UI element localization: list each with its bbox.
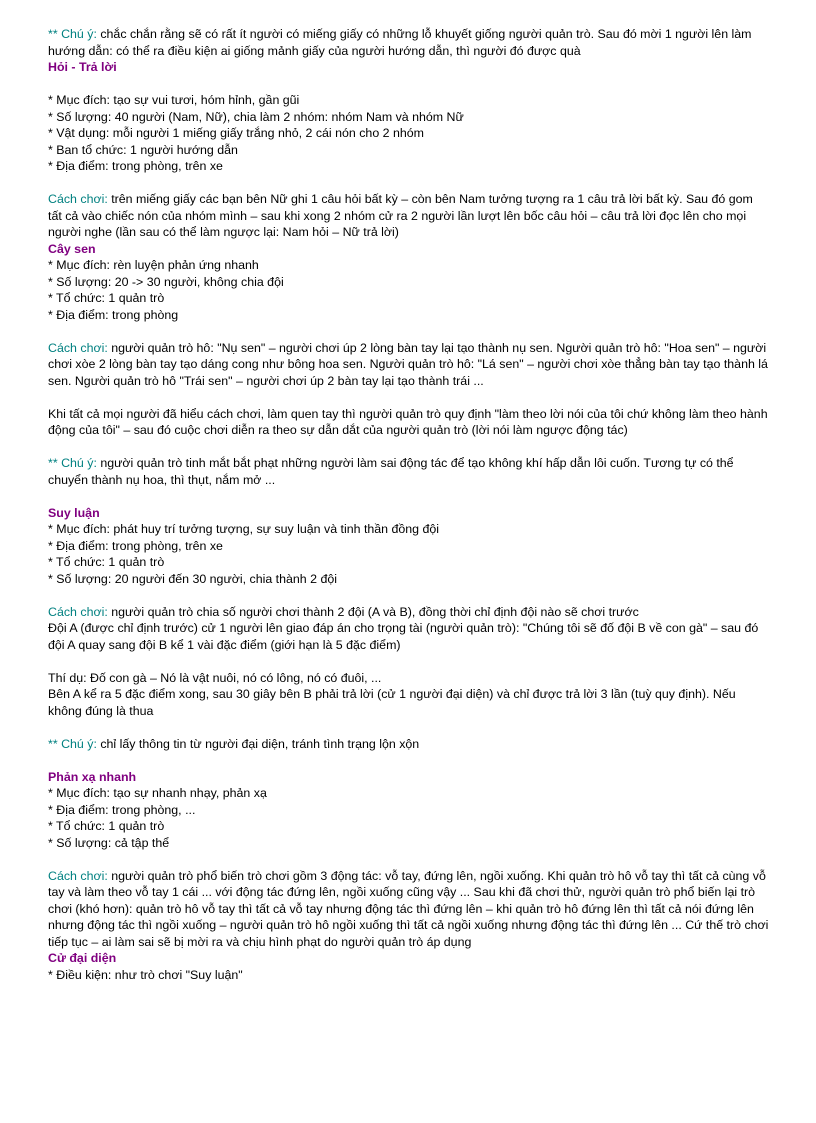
list-item: * Số lượng: 20 -> 30 người, không chia đội (48, 274, 284, 289)
game4-how-to-play (48, 868, 770, 951)
list-item: * Tổ chức: 1 quản trò (48, 819, 165, 833)
section-title-cu-dai-dien: Cử đại diện (48, 951, 117, 965)
note-text: chỉ lấy thông tin từ người đại diện, tránh tình trạng lộn xộn (96, 736, 420, 751)
section-title-hoi-tra-loi: Hỏi - Trả lời (48, 60, 117, 74)
section-title-cay-sen: Cây sen (48, 241, 96, 256)
document-page (48, 26, 770, 983)
list-item: * Số lượng: 40 người (Nam, Nữ), chia làm 2 nhóm: nhóm Nam và nhóm Nữ (48, 109, 464, 124)
list-item: * Tổ chức: 1 quản trò (48, 291, 165, 305)
note-label: ** Chú ý: (48, 456, 97, 470)
note-text: chắc chắn rằng sẽ có rất ít người có miếng giấy có những lỗ khuyết giống người quản trò. Sau đó mời 1 người lên làm hướng dẫn: có thể ra điều kiện ai giống mảnh giấy của người hướng dẫn, thì người đó được quà (48, 27, 752, 58)
game3-details (48, 521, 770, 587)
list-item: * Mục đích: phát huy trí tưởng tượng, sự suy luận và tinh thần đồng đội (48, 522, 440, 536)
game3-how-to-play-2: Đội A (được chỉ định trước) cử 1 người lên giao đáp án cho trọng tài (người quản trò): "Chúng tôi sẽ đố đội B về con gà" – sau đó đội A quay sang đội B kể 1 vài đặc điểm (giới hạn là 5 đặc điểm) (48, 621, 759, 652)
how-label: Cách chơi: (48, 604, 108, 619)
list-item: * Số lượng: cả tập thể (48, 835, 170, 850)
game1-details (48, 92, 770, 175)
list-item: * Ban tổ chức: 1 người hướng dẫn (48, 142, 238, 157)
list-item: * Mục đích: tạo sự nhanh nhạy, phản xạ (48, 786, 267, 800)
how-label: Cách chơi: (48, 192, 108, 206)
game4-details (48, 785, 770, 851)
game2-extra: Khi tất cả mọi người đã hiểu cách chơi, làm quen tay thì người quản trò quy định "làm theo lời nói của tôi chứ không làm theo hành động của tôi" – sau đó cuộc chơi diễn ra theo sự dẫn dắt của người quản trò (lời nói làm ngược động tác) (48, 406, 768, 437)
list-item: * Địa điểm: trong phòng (48, 307, 179, 322)
list-item: * Số lượng: 20 người đến 30 người, chia thành 2 đội (48, 571, 337, 586)
section-title-suy-luan: Suy luận (48, 505, 100, 520)
how-text: người quản trò phổ biến trò chơi gồm 3 động tác: vỗ tay, đứng lên, ngồi xuống. Khi quản trò hô vỗ tay thì tất cả cùng vỗ tay và làm theo vỗ tay 1 cái ... với động tác đứng lên, ngồi xuống cũng vậy ... Sau khi đã chơi thử, người quản trò phổ biến lại trò chơi (khó hơn): quản trò hô vỗ tay thì tất cả vỗ tay nhưng động tác thì đứng lên – khi quản trò hô đứng lên thì tất cả nói đứng lên nhưng động tác thì ngồi xuống – người quản trò hô ngồi xuống thì tất cả ngồi xuống nhưng động tác thì đứng lên ... Cứ thế trò chơi tiếp tục – ai làm sai sẽ bị mời ra và chịu hình phạt do người quản trò áp dụng (48, 868, 769, 949)
game3-note (48, 736, 770, 753)
list-item: * Mục đích: tạo sự vui tươi, hóm hỉnh, gần gũi (48, 93, 300, 107)
intro-note (48, 26, 770, 59)
game3-example-2: Bên A kể ra 5 đặc điểm xong, sau 30 giây bên B phải trả lời (cử 1 người đại diện) và chỉ được trả lời 3 lần (tuỳ quy định). Nếu không đúng là thua (48, 687, 736, 718)
game1-how-to-play (48, 191, 770, 241)
game3-how-to-play (48, 604, 770, 621)
note-text: người quản trò tinh mắt bắt phạt những người làm sai động tác để tạo không khí hấp dẫn lôi cuốn. Tương tự có thể chuyển thành nụ hoa, thì thụt, nắm mở ... (48, 456, 734, 487)
list-item: * Địa điểm: trong phòng, ... (48, 802, 196, 817)
game3-example: Thí dụ: Đố con gà – Nó là vật nuôi, nó có lông, nó có đuôi, ... (48, 670, 382, 685)
how-text: người quản trò hô: "Nụ sen" – người chơi úp 2 lòng bàn tay lại tạo thành nụ sen. Người quản trò hô: "Hoa sen" – người chơi xòe 2 lòng bàn tay tạo dáng cong như bông hoa sen. Người quản trò hô: "Lá sen" – người chơi xòe thẳng bàn tay tạo thành lá sen. Người quản trò hô "Trái sen" – người chơi úp 2 bàn tay lại tạo thành trái ... (48, 340, 768, 388)
game2-details (48, 257, 770, 323)
game2-note (48, 455, 770, 488)
how-label: Cách chơi: (48, 868, 108, 883)
note-label: ** Chú ý: (48, 736, 97, 751)
list-item: * Địa điểm: trong phòng, trên xe (48, 538, 223, 553)
game2-how-to-play (48, 340, 770, 390)
game5-details (48, 967, 770, 984)
list-item: * Mục đích: rèn luyện phản ứng nhanh (48, 258, 259, 272)
how-text: trên miếng giấy các bạn bên Nữ ghi 1 câu hỏi bất kỳ – còn bên Nam tưởng tượng ra 1 câu trả lời bất kỳ. Sau đó gom tất cả vào chiếc nón của nhóm mình – sau khi xong 2 nhóm cử ra 2 người lần lượt lên bốc câu hỏi – câu trả lời đọc lên cho mọi người nghe (lần sau có thể làm ngược lại: Nam hỏi – Nữ trả lời) (48, 192, 753, 239)
how-label: Cách chơi: (48, 340, 108, 355)
list-item: * Địa điểm: trong phòng, trên xe (48, 159, 223, 173)
list-item: * Vật dụng: mỗi người 1 miếng giấy trắng nhỏ, 2 cái nón cho 2 nhóm (48, 126, 424, 140)
note-label: ** Chú ý: (48, 27, 97, 41)
how-text: người quản trò chia số người chơi thành 2 đội (A và B), đồng thời chỉ định đội nào sẽ chơi trước (107, 604, 639, 619)
section-title-phan-xa-nhanh: Phản xạ nhanh (48, 769, 137, 784)
list-item: * Tổ chức: 1 quản trò (48, 555, 165, 569)
list-item: * Điều kiện: như trò chơi "Suy luận" (48, 967, 243, 982)
